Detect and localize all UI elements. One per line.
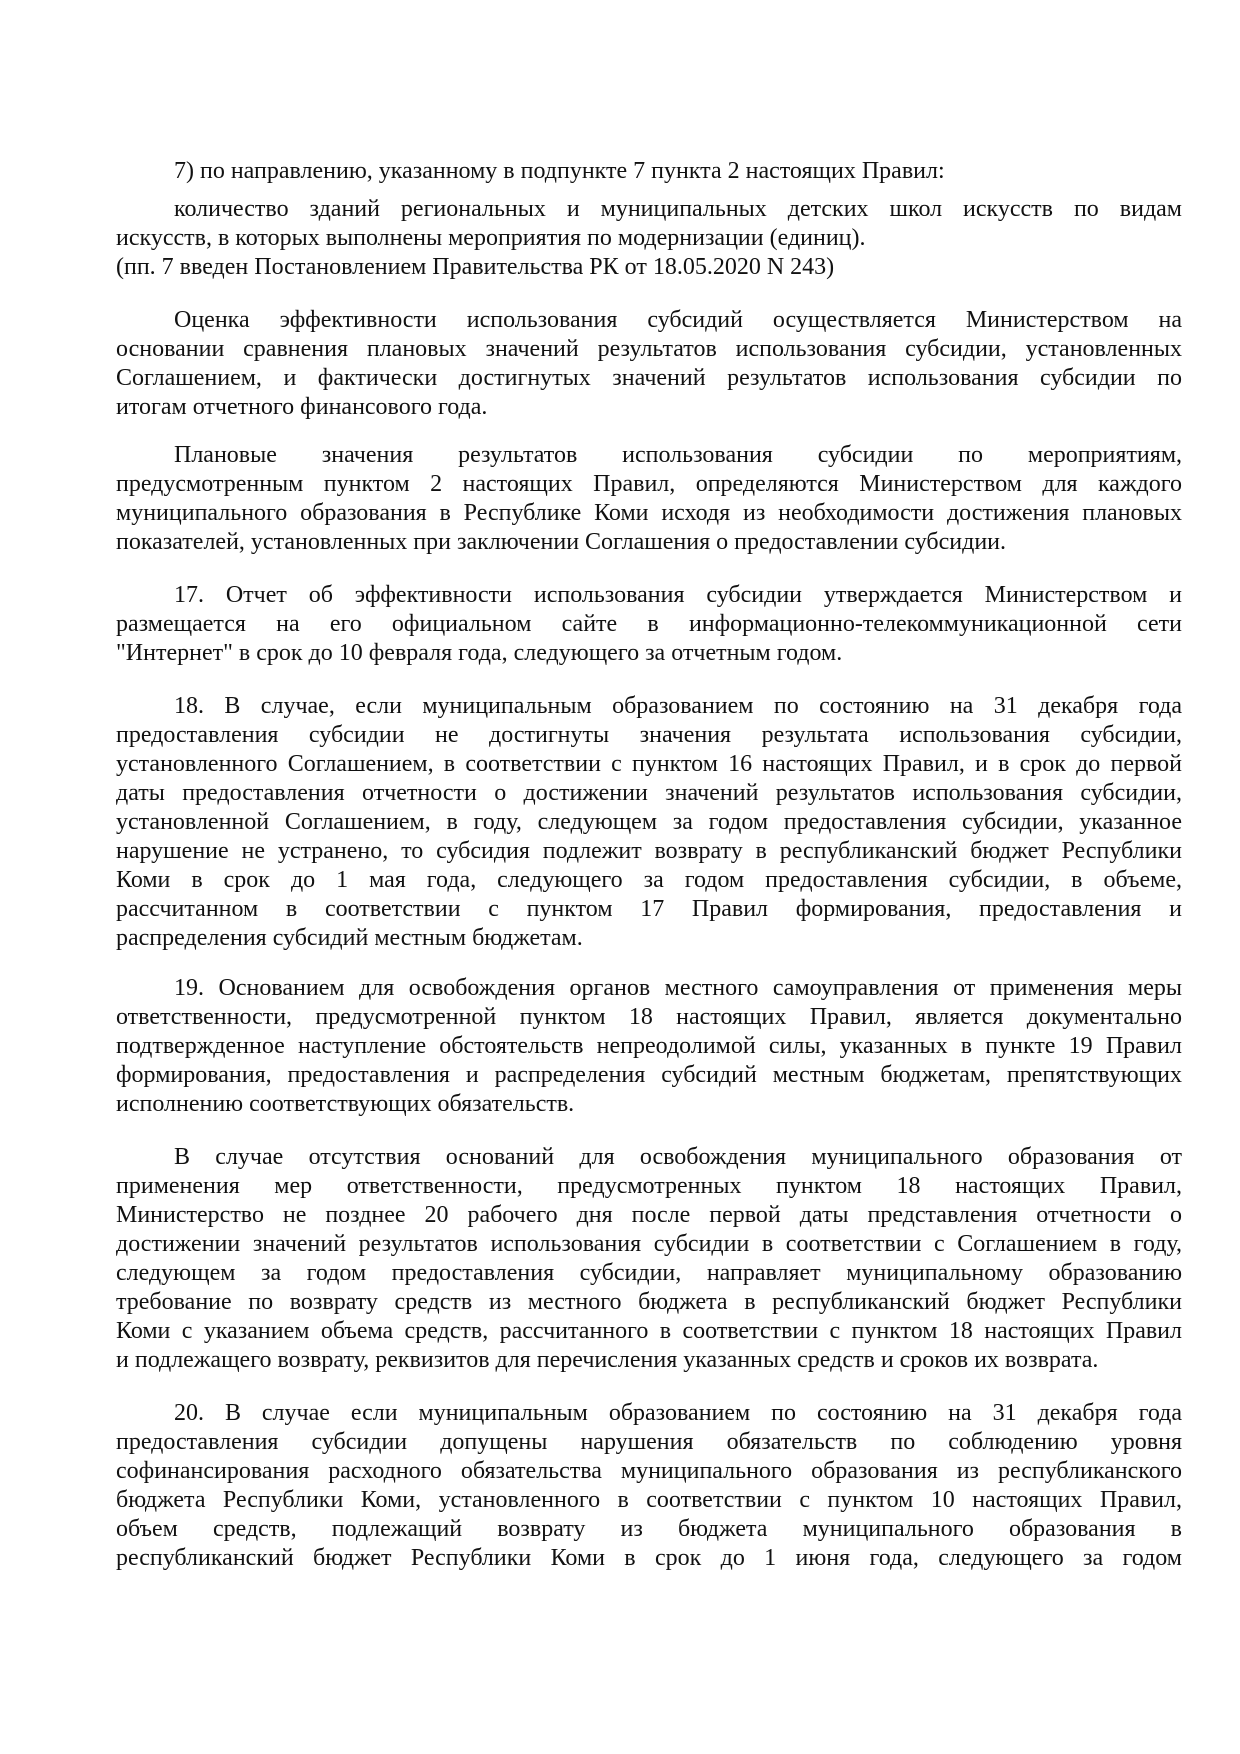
text-line: даты предоставления отчетности о достижении значений результатов использования субсидии, xyxy=(116,780,1182,806)
paragraph xyxy=(116,581,1182,668)
text-line: и подлежащего возврату, реквизитов для перечисления указанных средств и сроков их возврата. xyxy=(116,1347,1099,1373)
paragraph xyxy=(116,253,1182,282)
text-line: 17. Отчет об эффективности использования субсидии утверждается Министерством и xyxy=(174,582,1182,608)
text-line: количество зданий региональных и муниципальных детских школ искусств по видам xyxy=(174,196,1182,222)
text-line: Коми в срок до 1 мая года, следующего за годом предоставления субсидии, в объеме, xyxy=(116,867,1182,893)
text-line: республиканский бюджет Республики Коми в срок до 1 июня года, следующего за годом xyxy=(116,1545,1182,1571)
text-line: следующем за годом предоставления субсидии, направляет муниципальному образованию xyxy=(116,1260,1182,1286)
text-line: 18. В случае, если муниципальным образованием по состоянию на 31 декабря года xyxy=(174,693,1182,719)
text-line: основании сравнения плановых значений результатов использования субсидии, установленных xyxy=(116,336,1182,362)
text-line: софинансирования расходного обязательства муниципального образования из республиканского xyxy=(116,1458,1182,1484)
text-line: установленного Соглашением, в соответствии с пунктом 16 настоящих Правил, и в срок до первой xyxy=(116,751,1182,777)
text-line: рассчитанном в соответствии с пунктом 17 Правил формирования, предоставления и xyxy=(116,896,1182,922)
text-line: установленной Соглашением, в году, следующем за годом предоставления субсидии, указанное xyxy=(116,809,1182,835)
paragraph xyxy=(116,157,1182,186)
text-line: (пп. 7 введен Постановлением Правительства РК от 18.05.2020 N 243) xyxy=(116,254,835,280)
text-line: объем средств, подлежащий возврату из бюджета муниципального образования в xyxy=(116,1516,1182,1542)
text-line: требование по возврату средств из местного бюджета в республиканский бюджет Республики xyxy=(116,1289,1182,1315)
paragraph xyxy=(116,306,1182,422)
text-line: нарушение не устранено, то субсидия подлежит возврату в республиканский бюджет Республики xyxy=(116,838,1182,864)
text-line: формирования, предоставления и распределения субсидий местным бюджетам, препятствующих xyxy=(116,1062,1182,1088)
text-line: Министерство не позднее 20 рабочего дня после первой даты представления отчетности о xyxy=(116,1202,1182,1228)
text-line: 7) по направлению, указанному в подпункте 7 пункта 2 настоящих Правил: xyxy=(174,158,945,184)
paragraph xyxy=(116,974,1182,1119)
text-line: достижении значений результатов использования субсидии в соответствии с Соглашением в году, xyxy=(116,1231,1182,1257)
text-line: распределения субсидий местным бюджетам. xyxy=(116,925,583,951)
text-line: предусмотренным пунктом 2 настоящих Правил, определяются Министерством для каждого xyxy=(116,471,1182,497)
paragraph xyxy=(116,692,1182,953)
text-line: подтвержденное наступление обстоятельств непреодолимой силы, указанных в пункте 19 Правил xyxy=(116,1033,1182,1059)
text-line: муниципального образования в Республике Коми исходя из необходимости достижения плановых xyxy=(116,500,1182,526)
paragraph xyxy=(116,195,1182,253)
text-line: бюджета Республики Коми, установленного в соответствии с пунктом 10 настоящих Правил, xyxy=(116,1487,1182,1513)
text-line: применения мер ответственности, предусмотренных пунктом 18 настоящих Правил, xyxy=(116,1173,1182,1199)
text-line: "Интернет" в срок до 10 февраля года, следующего за отчетным годом. xyxy=(116,640,843,666)
text-line: Коми с указанием объема средств, рассчитанного в соответствии с пунктом 18 настоящих Правил xyxy=(116,1318,1182,1344)
paragraph xyxy=(116,1143,1182,1375)
text-line: ответственности, предусмотренной пунктом 18 настоящих Правил, является документально xyxy=(116,1004,1182,1030)
text-line: показателей, установленных при заключении Соглашения о предоставлении субсидии. xyxy=(116,529,1007,555)
text-line: 20. В случае если муниципальным образованием по состоянию на 31 декабря года xyxy=(174,1400,1182,1426)
text-line: искусств, в которых выполнены мероприятия по модернизации (единиц). xyxy=(116,225,866,251)
text-line: предоставления субсидии не достигнуты значения результата использования субсидии, xyxy=(116,722,1182,748)
text-line: Оценка эффективности использования субсидий осуществляется Министерством на xyxy=(174,307,1182,333)
text-line: исполнению соответствующих обязательств. xyxy=(116,1091,575,1117)
paragraph xyxy=(116,441,1182,557)
text-line: размещается на его официальном сайте в информационно-телекоммуникационной сети xyxy=(116,611,1182,637)
document-page xyxy=(116,157,1182,1573)
text-line: 19. Основанием для освобождения органов местного самоуправления от применения меры xyxy=(174,975,1182,1001)
text-line: предоставления субсидии допущены нарушения обязательств по соблюдению уровня xyxy=(116,1429,1182,1455)
paragraph xyxy=(116,1399,1182,1573)
text-line: Соглашением, и фактически достигнутых значений результатов использования субсидии по xyxy=(116,365,1182,391)
text-line: Плановые значения результатов использования субсидии по мероприятиям, xyxy=(174,442,1182,468)
text-line: итогам отчетного финансового года. xyxy=(116,394,488,420)
text-line: В случае отсутствия оснований для освобождения муниципального образования от xyxy=(174,1144,1182,1170)
